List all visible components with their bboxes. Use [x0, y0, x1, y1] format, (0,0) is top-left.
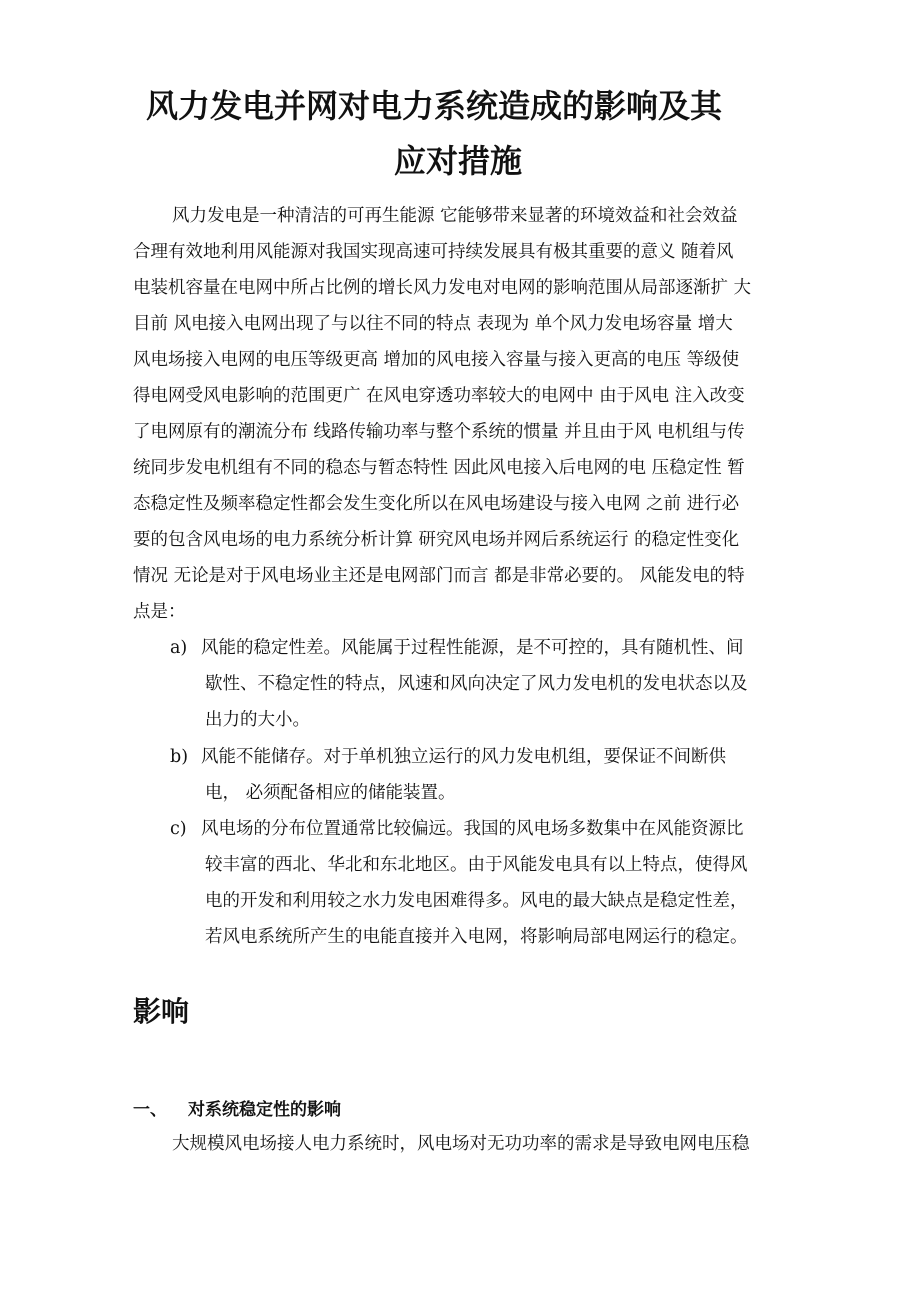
document-title-line-2: 应对措施 [394, 142, 523, 180]
intro-line: 情况 无论是对于风电场业主还是电网部门而言 都是非常必要的。 风能发电的特 [133, 566, 745, 586]
intro-line: 合理有效地利用风能源对我国实现高速可持续发展具有极其重要的意义 随着风 [133, 242, 734, 262]
list-item-marker-b: b) [170, 747, 189, 767]
list-item-a-line: 出力的大小。 [205, 710, 310, 730]
list-item-b-line: 电， 必须配备相应的储能装置。 [205, 783, 456, 803]
list-item-c-line: 电的开发和利用较之水力发电困难得多。风电的最大缺点是稳定性差， [205, 891, 748, 911]
subsection-paragraph-line: 大规模风电场接人电力系统时，风电场对无功功率的需求是导致电网电压稳 [172, 1134, 750, 1154]
intro-line: 点是： [133, 602, 186, 622]
list-item-marker-a: a) [170, 638, 188, 658]
subsection-title: 对系统稳定性的影响 [188, 1100, 341, 1120]
intro-line: 风力发电是一种清洁的可再生能源 它能够带来显著的环境效益和社会效益 [172, 206, 738, 226]
section-heading: 影响 [133, 995, 190, 1028]
intro-line: 得电网受风电影响的范围更广 在风电穿透功率较大的电网中 由于风电 注入改变 [133, 386, 745, 406]
list-item-c-line: 风电场的分布位置通常比较偏远。我国的风电场多数集中在风能资源比 [201, 819, 744, 839]
intro-line: 统同步发电机组有不同的稳态与暂态特性 因此风电接入后电网的电 压稳定性 暂 [133, 458, 745, 478]
intro-line: 电装机容量在电网中所占比例的增长风力发电对电网的影响范围从局部逐渐扩 大 [133, 278, 752, 298]
list-item-c-line: 较丰富的西北、华北和东北地区。由于风能发电具有以上特点，使得风 [205, 855, 748, 875]
intro-line: 风电场接入电网的电压等级更高 增加的风电接入容量与接入更高的电压 等级使 [133, 350, 740, 370]
intro-line: 了电网原有的潮流分布 线路传输功率与整个系统的惯量 并且由于风 电机组与传 [133, 422, 745, 442]
intro-line: 要的包含风电场的电力系统分析计算 研究风电场并网后系统运行 的稳定性变化 [133, 530, 740, 550]
list-item-b-line: 风能不能储存。对于单机独立运行的风力发电机组，要保证不间断供 [201, 747, 726, 767]
list-item-a-line: 风能的稳定性差。风能属于过程性能源，是不可控的，具有随机性、间 [201, 638, 744, 658]
list-item-c-line: 若风电系统所产生的电能直接并入电网，将影响局部电网运行的稳定。 [205, 927, 748, 947]
intro-line: 态稳定性及频率稳定性都会发生变化所以在风电场建设与接入电网 之前 进行必 [133, 494, 740, 514]
document-title-line-1: 风力发电并网对电力系统造成的影响及其 [146, 87, 723, 125]
list-item-marker-c: c) [170, 819, 187, 839]
subsection-number: 一、 [133, 1100, 167, 1120]
intro-line: 目前 风电接入电网出现了与以往不同的特点 表现为 单个风力发电场容量 增大 [133, 314, 733, 334]
list-item-a-line: 歇性、不稳定性的特点，风速和风向决定了风力发电机的发电状态以及 [205, 674, 748, 694]
